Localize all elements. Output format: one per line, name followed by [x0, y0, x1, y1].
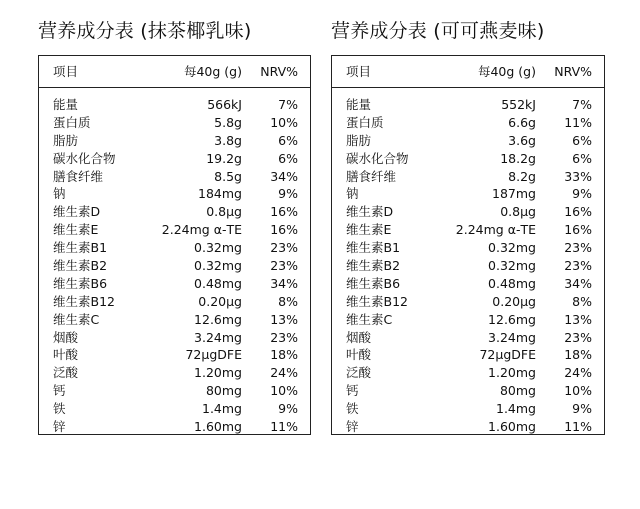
table-row [332, 239, 604, 257]
nutrient-amount: 0.48mg [194, 275, 242, 291]
nutrient-name: 能量 [53, 97, 79, 112]
nutrient-amount: 552kJ [501, 97, 536, 112]
nutrient-amount: 1.20mg [488, 365, 536, 381]
nutrition-panel-cocoa-oat [331, 18, 605, 435]
header-nrv: NRV% [260, 64, 298, 79]
nutrient-nrv: 16% [270, 204, 298, 220]
nutrient-name: 维生素C [53, 311, 100, 327]
nutrient-name: 蛋白质 [53, 114, 91, 130]
table-row [332, 346, 604, 364]
nutrient-nrv: 23% [564, 258, 592, 274]
nutrient-amount: 0.32mg [194, 240, 242, 256]
nutrient-nrv: 23% [270, 329, 298, 345]
table-header [39, 56, 310, 88]
nutrient-name: 维生素E [346, 222, 392, 238]
table-row [332, 400, 604, 418]
nutrient-nrv: 16% [564, 204, 592, 220]
nutrient-name: 维生素B2 [53, 258, 108, 274]
nutrient-name: 膳食纤维 [53, 168, 104, 184]
nutrient-name: 钙 [53, 383, 66, 399]
nutrient-nrv: 9% [278, 401, 298, 417]
nutrient-amount: 72μgDFE [185, 347, 242, 363]
nutrient-nrv: 24% [270, 365, 298, 381]
nutrient-nrv: 23% [270, 258, 298, 274]
header-amount: 每40g (g) [183, 64, 242, 79]
table-row [332, 168, 604, 186]
nutrient-name: 锌 [346, 419, 359, 435]
nutrient-amount: 6.6g [508, 114, 536, 130]
nutrient-name: 钠 [346, 186, 359, 202]
nutrient-nrv: 8% [572, 293, 592, 309]
nutrient-amount: 1.60mg [194, 419, 242, 435]
nutrient-nrv: 11% [270, 419, 298, 435]
table-row [332, 132, 604, 150]
table-row [39, 132, 310, 150]
nutrient-amount: 3.6g [508, 132, 536, 148]
table-row [39, 275, 310, 293]
nutrient-amount: 1.60mg [488, 419, 536, 435]
table-row [332, 382, 604, 400]
header-item: 项目 [53, 64, 79, 79]
nutrient-nrv: 11% [564, 419, 592, 435]
nutrient-name: 维生素B6 [53, 275, 108, 291]
nutrient-name: 维生素E [53, 222, 99, 238]
table-row [332, 364, 604, 382]
nutrient-nrv: 6% [278, 150, 298, 166]
nutrient-name: 维生素B12 [53, 293, 115, 309]
nutrient-name: 泛酸 [346, 365, 372, 381]
nutrient-nrv: 18% [270, 347, 298, 363]
table-row [39, 364, 310, 382]
nutrient-name: 叶酸 [346, 347, 372, 363]
table-row [39, 114, 310, 132]
table-row [332, 275, 604, 293]
table-row [39, 293, 310, 311]
panel-title: 营养成分表 (可可燕麦味) [331, 20, 545, 42]
nutrient-name: 维生素D [346, 204, 394, 220]
header-amount: 每40g (g) [477, 64, 536, 79]
nutrient-nrv: 16% [564, 222, 592, 238]
table-row [39, 400, 310, 418]
nutrient-nrv: 34% [564, 275, 592, 291]
nutrient-amount: 5.8g [214, 114, 242, 130]
nutrient-name: 脂肪 [346, 132, 372, 148]
table-row [39, 257, 310, 275]
nutrient-nrv: 6% [572, 132, 592, 148]
nutrient-name: 碳水化合物 [346, 150, 409, 166]
nutrient-amount: 12.6mg [194, 311, 242, 327]
table-row [39, 185, 310, 203]
nutrient-name: 钠 [53, 186, 66, 202]
nutrient-nrv: 13% [270, 311, 298, 327]
table-row [332, 96, 604, 114]
table-header [332, 56, 604, 88]
nutrient-nrv: 8% [278, 293, 298, 309]
nutrient-amount: 3.24mg [488, 329, 536, 345]
nutrient-amount: 1.4mg [202, 401, 242, 417]
table-body [39, 96, 310, 436]
nutrient-name: 脂肪 [53, 132, 79, 148]
nutrient-nrv: 16% [270, 222, 298, 238]
nutrient-amount: 2.24mg α-TE [455, 222, 536, 238]
nutrient-name: 维生素B1 [53, 240, 108, 256]
nutrient-name: 叶酸 [53, 347, 79, 363]
nutrient-amount: 8.2g [508, 168, 536, 184]
table-row [332, 203, 604, 221]
nutrient-nrv: 13% [564, 311, 592, 327]
nutrient-nrv: 11% [564, 114, 592, 130]
table-row [332, 114, 604, 132]
header-item: 项目 [346, 64, 372, 79]
nutrient-nrv: 23% [270, 240, 298, 256]
nutrient-amount: 184mg [198, 186, 242, 202]
table-row [332, 150, 604, 168]
table-row [332, 311, 604, 329]
nutrient-nrv: 34% [270, 275, 298, 291]
nutrient-nrv: 10% [270, 114, 298, 130]
nutrient-nrv: 33% [564, 168, 592, 184]
panel-title: 营养成分表 (抹茶椰乳味) [38, 20, 252, 42]
nutrient-amount: 2.24mg α-TE [161, 222, 242, 238]
table-row [39, 96, 310, 114]
nutrient-name: 维生素B1 [346, 240, 401, 256]
nutrient-name: 维生素B6 [346, 275, 401, 291]
nutrient-name: 烟酸 [346, 329, 372, 345]
nutrient-amount: 3.24mg [194, 329, 242, 345]
nutrient-amount: 0.32mg [488, 258, 536, 274]
nutrient-name: 能量 [346, 97, 372, 112]
table-row [332, 418, 604, 436]
nutrient-name: 泛酸 [53, 365, 79, 381]
table-row [332, 293, 604, 311]
nutrient-name: 铁 [53, 401, 66, 417]
nutrient-name: 烟酸 [53, 329, 79, 345]
table-row [39, 382, 310, 400]
table-row [39, 168, 310, 186]
nutrient-amount: 0.32mg [488, 240, 536, 256]
nutrient-nrv: 23% [564, 240, 592, 256]
nutrient-nrv: 9% [572, 186, 592, 202]
nutrient-amount: 80mg [205, 383, 242, 399]
nutrient-amount: 566kJ [207, 97, 242, 112]
nutrient-name: 铁 [346, 401, 359, 417]
nutrient-name: 维生素B2 [346, 258, 401, 274]
nutrient-nrv: 10% [564, 383, 592, 399]
nutrient-amount: 72μgDFE [479, 347, 536, 363]
nutrient-amount: 0.8μg [500, 204, 536, 220]
nutrient-nrv: 7% [278, 97, 298, 112]
nutrition-panel-matcha-coconut [38, 18, 311, 435]
nutrient-amount: 1.20mg [194, 365, 242, 381]
table-row [39, 329, 310, 347]
nutrient-nrv: 10% [270, 383, 298, 399]
nutrient-name: 维生素B12 [346, 293, 408, 309]
table-row [39, 150, 310, 168]
header-nrv: NRV% [554, 64, 592, 79]
table-row [332, 257, 604, 275]
table-row [332, 185, 604, 203]
nutrient-amount: 18.2g [500, 150, 536, 166]
table-row [332, 221, 604, 239]
nutrient-name: 碳水化合物 [53, 150, 116, 166]
nutrition-table [38, 55, 311, 435]
table-row [39, 311, 310, 329]
nutrient-amount: 0.8μg [206, 204, 242, 220]
nutrient-amount: 0.48mg [488, 275, 536, 291]
nutrient-nrv: 7% [572, 97, 592, 112]
nutrient-amount: 8.5g [214, 168, 242, 184]
nutrient-amount: 0.20μg [492, 293, 536, 309]
nutrient-nrv: 9% [278, 186, 298, 202]
nutrient-amount: 80mg [499, 383, 536, 399]
nutrient-amount: 0.20μg [198, 293, 242, 309]
table-row [39, 418, 310, 436]
nutrient-amount: 3.8g [214, 132, 242, 148]
nutrition-table [331, 55, 605, 435]
nutrient-nrv: 34% [270, 168, 298, 184]
nutrient-amount: 0.32mg [194, 258, 242, 274]
nutrient-name: 蛋白质 [346, 114, 384, 130]
table-body [332, 96, 604, 436]
table-row [39, 203, 310, 221]
nutrient-name: 钙 [346, 383, 359, 399]
nutrient-name: 维生素C [346, 311, 393, 327]
table-row [39, 346, 310, 364]
nutrient-amount: 19.2g [206, 150, 242, 166]
nutrient-name: 维生素D [53, 204, 101, 220]
table-row [39, 221, 310, 239]
nutrient-name: 膳食纤维 [346, 168, 397, 184]
table-row [39, 239, 310, 257]
nutrient-nrv: 6% [572, 150, 592, 166]
nutrient-amount: 1.4mg [496, 401, 536, 417]
nutrient-amount: 12.6mg [488, 311, 536, 327]
nutrient-nrv: 18% [564, 347, 592, 363]
nutrient-amount: 187mg [492, 186, 536, 202]
nutrient-name: 锌 [53, 419, 66, 435]
nutrient-nrv: 23% [564, 329, 592, 345]
nutrient-nrv: 9% [572, 401, 592, 417]
nutrient-nrv: 24% [564, 365, 592, 381]
nutrient-nrv: 6% [278, 132, 298, 148]
table-row [332, 329, 604, 347]
